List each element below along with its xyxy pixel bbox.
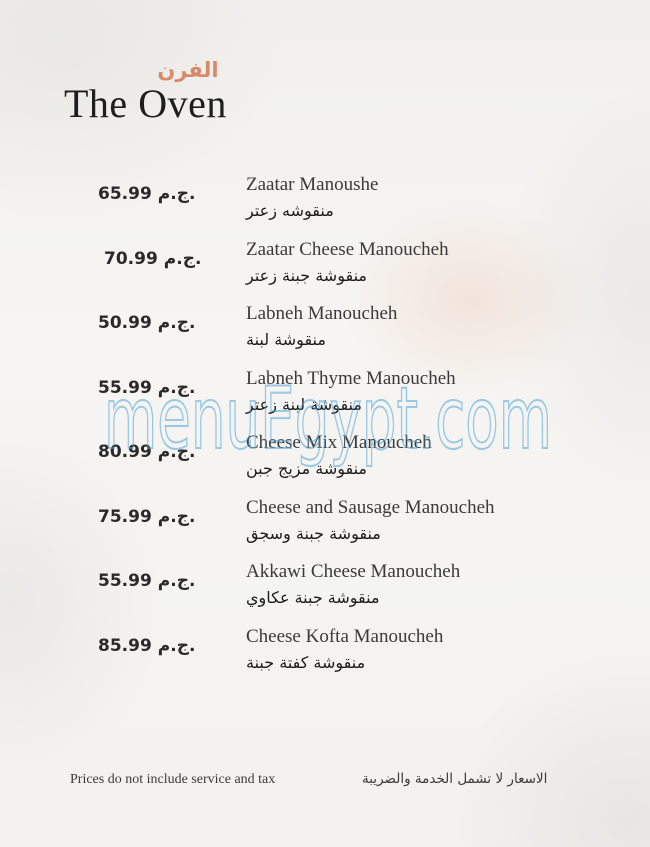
menu-item [0,432,650,497]
item-name-en: Cheese Mix Manoucheh [246,432,432,453]
price-currency: ج.م. [157,442,196,462]
price-amount: 70.99 [104,248,158,269]
item-price [98,184,195,204]
menu-item [0,561,650,626]
price-amount: 55.99 [98,377,152,398]
page-title: The Oven [64,81,227,126]
item-name-ar: منقوشة لبنة زعتر [246,394,362,414]
price-currency: ج.م. [157,184,196,204]
price-amount: 80.99 [98,442,152,462]
price-currency: ج.م. [157,571,196,591]
item-name-en: Labneh Manoucheh [246,303,398,324]
price-currency: ج.م. [163,248,202,269]
item-price [98,571,195,591]
menu-item [0,497,650,562]
page-title-arabic: الفرن [157,58,219,82]
item-name-en: Zaatar Cheese Manoucheh [246,238,449,260]
price-currency: ج.م. [157,313,196,333]
menu-item [0,626,650,691]
item-name-ar: منقوشة مزيج جبن [246,459,367,478]
menu-list [0,174,650,690]
menu-item [0,174,650,239]
item-name-ar: منقوشة جبنة عكاوي [246,588,380,607]
item-price [104,249,201,269]
item-name-en: Akkawi Cheese Manoucheh [246,561,461,582]
price-amount: 65.99 [98,184,152,204]
menu-item [0,368,650,433]
price-currency: ج.م. [157,377,196,398]
item-name-ar: منقوشة جبنة وسجق [246,523,381,543]
item-price [98,442,195,462]
price-amount: 85.99 [98,635,152,656]
item-price [98,378,195,398]
item-price [98,313,195,333]
price-amount: 50.99 [98,313,152,333]
menu-item [0,239,650,304]
item-price [98,507,195,527]
item-name-en: Cheese and Sausage Manoucheh [246,496,495,518]
price-amount: 75.99 [98,506,152,527]
footer-note: Prices do not include service and tax [70,772,276,787]
watermark-text: menuEgypt.com [104,369,552,469]
item-name-ar: منقوشة جبنة زعتر [246,265,367,285]
item-name-ar: منقوشة لبنة [246,330,326,349]
item-name-ar: منقوشة كفتة جبنة [246,652,366,672]
item-name-en: Labneh Thyme Manoucheh [246,367,456,389]
item-name-ar: منقوشه زعتر [246,201,334,220]
menu-item [0,303,650,368]
item-price [98,636,195,656]
price-currency: ج.م. [157,506,196,527]
item-name-en: Zaatar Manoushe [246,174,379,195]
price-currency: ج.م. [157,635,196,656]
item-name-en: Cheese Kofta Manoucheh [246,625,444,647]
footer-note-arabic: الاسعار لا تشمل الخدمة والضريبة [362,771,548,787]
price-amount: 55.99 [98,571,152,591]
